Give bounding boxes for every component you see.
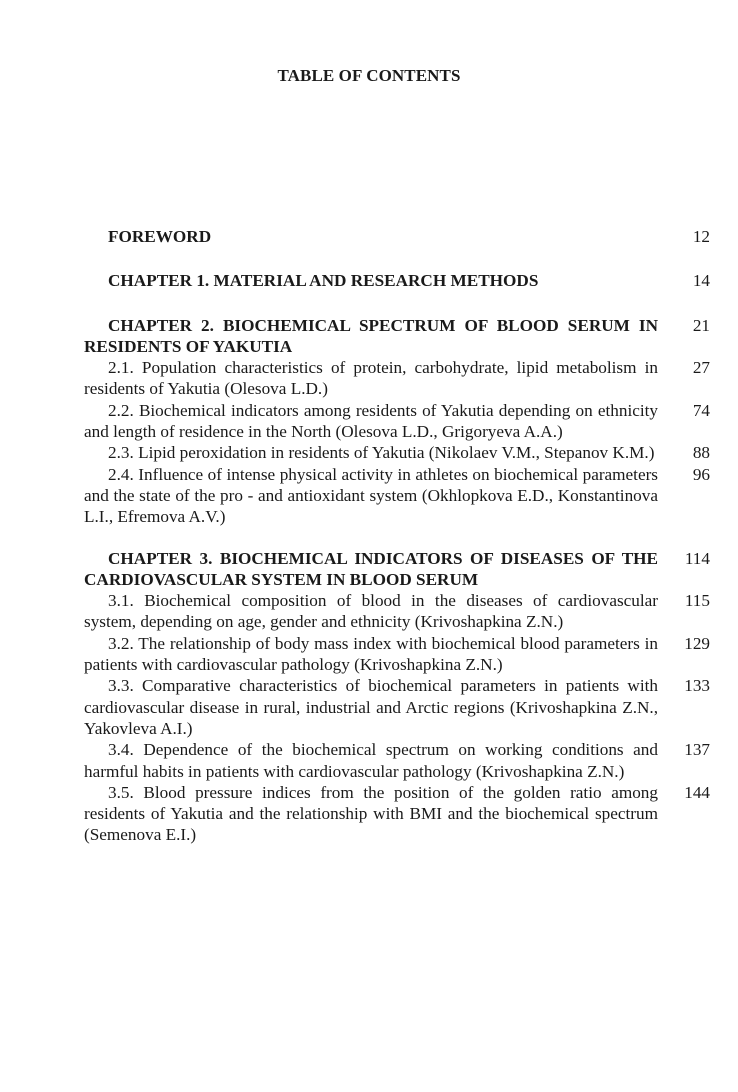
toc-entry-text: 3.4. Dependence of the biochemical spectrum on working conditions and harmful habits in patients with cardiovascular pathology (Krivoshapkina Z.N.) <box>84 740 658 781</box>
toc-entry-section-3-1[interactable] <box>84 590 714 633</box>
toc-entry-chapter-3[interactable] <box>84 548 714 591</box>
toc-entry-section-3-3[interactable] <box>84 675 714 739</box>
toc-entry-page: 21 <box>692 315 710 335</box>
toc-entry-page: 129 <box>684 633 710 653</box>
toc-entry-text: 2.4. Influence of intense physical activity in athletes on biochemical parameters and the state of the pro - and antioxidant system (Okhlopkova E.D., Konstantinova L.I., Efremova A.V.) <box>84 464 658 527</box>
toc-entry-text: 3.3. Comparative characteristics of biochemical parameters in patients with cardiovascular disease in rural, industrial and Arctic regions (Krivoshapkina Z.N., Yakovleva A.I.) <box>84 676 658 738</box>
toc-entry-page: 14 <box>692 271 710 291</box>
toc-entry-page: 74 <box>692 400 710 420</box>
toc-entry-text: CHAPTER 1. MATERIAL AND RESEARCH METHODS <box>108 271 539 291</box>
toc-entry-text: 2.3. Lipid peroxidation in residents of Yakutia (Nikolaev V.M., Stepanov K.M.) <box>108 443 655 463</box>
toc-entry-text: 3.2. The relationship of body mass index with biochemical blood parameters in patients with cardiovascular pathology (Krivoshapkina Z.N.) <box>84 633 658 675</box>
toc-entry-page: 137 <box>684 740 710 760</box>
toc-entry-section-3-5[interactable] <box>84 782 714 846</box>
toc-entry-text: CHAPTER 2. BIOCHEMICAL SPECTRUM OF BLOOD SERUM IN RESIDENTS OF YAKUTIA <box>84 315 658 356</box>
toc-entry-section-3-4[interactable] <box>84 739 714 782</box>
toc-entry-text: 2.2. Biochemical indicators among residents of Yakutia depending on ethnicity and length of residence in the North (Olesova L.D., Grigoryeva A.A.) <box>84 400 658 442</box>
toc-entry-section-3-2[interactable] <box>84 633 714 676</box>
toc-entry-page: 12 <box>692 227 710 246</box>
toc-entry-page: 144 <box>684 782 710 802</box>
toc-entry-section-2-4[interactable] <box>84 464 714 528</box>
toc-entry-text: CHAPTER 3. BIOCHEMICAL INDICATORS OF DISEASES OF THE CARDIOVASCULAR SYSTEM IN BLOOD SERUM <box>84 548 658 589</box>
table-of-contents <box>84 226 714 846</box>
page-title: TABLE OF CONTENTS <box>277 66 461 85</box>
toc-entry-section-2-2[interactable] <box>84 400 714 443</box>
toc-entry-text: FOREWORD <box>108 227 212 246</box>
toc-entry-section-2-1[interactable] <box>84 357 714 400</box>
toc-entry-chapter-1[interactable] <box>84 270 714 291</box>
toc-entry-section-2-3[interactable] <box>84 442 714 463</box>
toc-entry-chapter-2[interactable] <box>84 315 714 358</box>
toc-entry-foreword[interactable] <box>84 226 714 247</box>
toc-entry-text: 3.1. Biochemical composition of blood in the diseases of cardiovascular system, depending on age, gender and ethnicity (Krivoshapkina Z.N.) <box>84 591 658 632</box>
toc-entry-page: 88 <box>692 443 710 463</box>
toc-entry-text: 2.1. Population characteristics of protein, carbohydrate, lipid metabolism in residents of Yakutia (Olesova L.D.) <box>84 358 658 399</box>
toc-entry-page: 96 <box>692 464 710 484</box>
toc-entry-page: 114 <box>684 548 710 568</box>
toc-entry-page: 115 <box>684 591 710 611</box>
toc-entry-page: 133 <box>684 676 710 696</box>
toc-entry-page: 27 <box>692 358 710 378</box>
toc-entry-text: 3.5. Blood pressure indices from the position of the golden ratio among residents of Yakutia and the relationship with BMI and the biochemical spectrum (Semenova E.I.) <box>84 782 658 845</box>
